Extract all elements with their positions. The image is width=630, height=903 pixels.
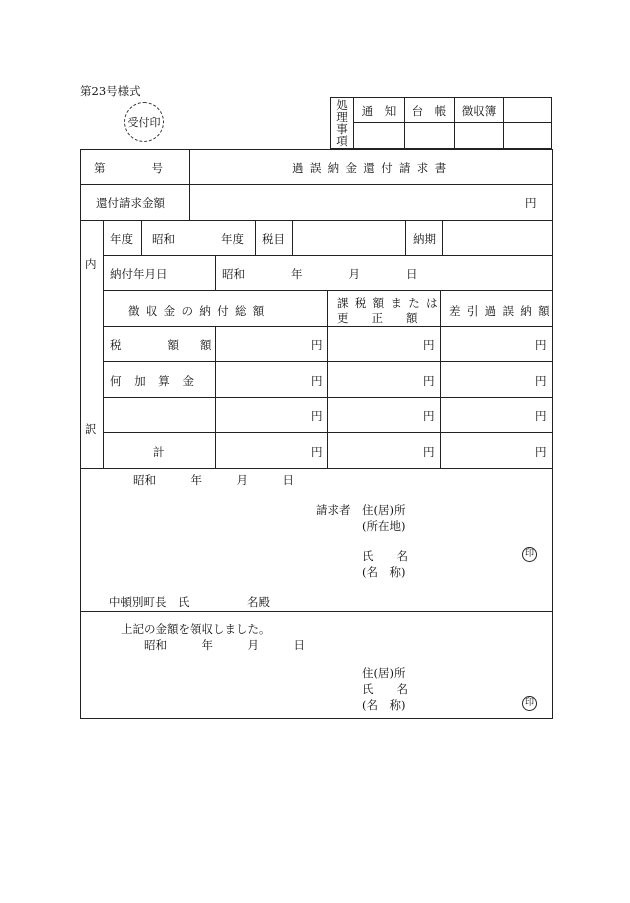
row4-yen-2: 円	[423, 445, 435, 459]
reception-stamp-circle	[124, 102, 164, 142]
form-rule-line	[454, 97, 455, 149]
receipt-seal-icon	[522, 696, 537, 711]
requester-seal-icon	[522, 547, 537, 562]
payment-date-label: 納付年月日	[110, 267, 168, 281]
row-tax-amount-label: 税 額	[110, 338, 179, 352]
column-assessed-line1: 課税額または	[337, 296, 444, 310]
requester-seal-text: 印	[524, 549, 534, 559]
row3-yen-3: 円	[535, 409, 547, 423]
processing-label: 処理事項	[336, 98, 348, 148]
reception-stamp-label: 受付印	[127, 116, 161, 129]
processing-header-notice: 通 知	[361, 104, 397, 118]
refund-amount-yen: 円	[525, 196, 537, 210]
form-rule-line	[103, 432, 553, 433]
year-value: 昭和 年度	[152, 232, 244, 246]
form-rule-line	[503, 97, 504, 149]
row4-yen-3: 円	[535, 445, 547, 459]
form-title: 過誤納金還付請求書	[292, 161, 453, 175]
requester-address-sub: (所在地)	[362, 519, 406, 533]
form-rule-line	[103, 290, 553, 291]
form-rule-line	[80, 611, 553, 612]
receipt-name-sub: (名 称)	[362, 698, 406, 712]
form-rule-line	[440, 290, 441, 468]
request-date: 昭和 年 月 日	[133, 473, 294, 487]
form-rule-line	[80, 220, 553, 221]
row3-yen-2: 円	[423, 409, 435, 423]
addressee: 中頓別町長 氏 名殿	[109, 595, 270, 609]
row3-yen-1: 円	[311, 409, 323, 423]
receipt-name-label: 氏 名	[362, 682, 408, 696]
row1-yen-2: 円	[423, 338, 435, 352]
receipt-date: 昭和 年 月 日	[144, 638, 305, 652]
number-label: 第 号	[94, 161, 163, 175]
form-rule-line	[404, 97, 405, 149]
form-rule-line	[405, 220, 406, 255]
refund-amount-label: 還付請求金額	[96, 196, 165, 210]
requester-address-label: 住(居)所	[362, 503, 406, 517]
details-side-label-bottom: 訳	[85, 422, 97, 436]
form-rule-line	[103, 326, 553, 327]
form-rule-line	[255, 220, 256, 255]
row4-yen-1: 円	[311, 445, 323, 459]
form-rule-line	[103, 220, 104, 468]
processing-header-ledger: 台 帳	[411, 104, 447, 118]
receipt-statement: 上記の金額を領収しました。	[121, 622, 271, 636]
receipt-address-label: 住(居)所	[362, 666, 406, 680]
requester-name-label: 氏 名	[362, 549, 408, 563]
row1-yen-3: 円	[535, 338, 547, 352]
form-rule-line	[442, 220, 443, 255]
row-tax-amount-suffix: 額	[200, 338, 212, 352]
form-rule-line	[103, 255, 553, 256]
form-rule-line	[353, 97, 354, 149]
column-assessed-line2: 更 正 額	[337, 311, 418, 325]
requester-label: 請求者	[316, 503, 351, 517]
row1-yen-1: 円	[311, 338, 323, 352]
form-rule-line	[80, 468, 553, 469]
row2-yen-2: 円	[423, 374, 435, 388]
row2-yen-3: 円	[535, 374, 547, 388]
row2-yen-1: 円	[311, 374, 323, 388]
form-rule-line	[327, 290, 328, 468]
form-rule-line	[292, 220, 293, 255]
column-total-paid: 徴収金の納付総額	[128, 304, 271, 318]
row-total-label: 計	[153, 445, 165, 459]
payment-date-value: 昭和 年 月 日	[222, 267, 418, 281]
due-label: 納期	[413, 232, 436, 246]
year-label: 年度	[110, 232, 133, 246]
receipt-seal-text: 印	[524, 698, 534, 708]
form-rule-line	[103, 361, 553, 362]
form-rule-line	[80, 184, 553, 185]
details-side-label-top: 内	[85, 257, 97, 271]
processing-header-collection-book: 徴収簿	[461, 104, 497, 118]
form-rule-line	[141, 220, 142, 255]
row-surcharge-label: 何加算金	[110, 374, 207, 388]
form-rule-line	[103, 397, 553, 398]
tax-item-label: 税目	[262, 232, 285, 246]
form-number: 第23号様式	[80, 84, 141, 98]
requester-name-sub: (名 称)	[362, 565, 406, 579]
column-overpaid: 差引過誤納額	[449, 304, 556, 318]
form-rule-line	[353, 122, 552, 123]
form-rule-line	[215, 255, 216, 290]
